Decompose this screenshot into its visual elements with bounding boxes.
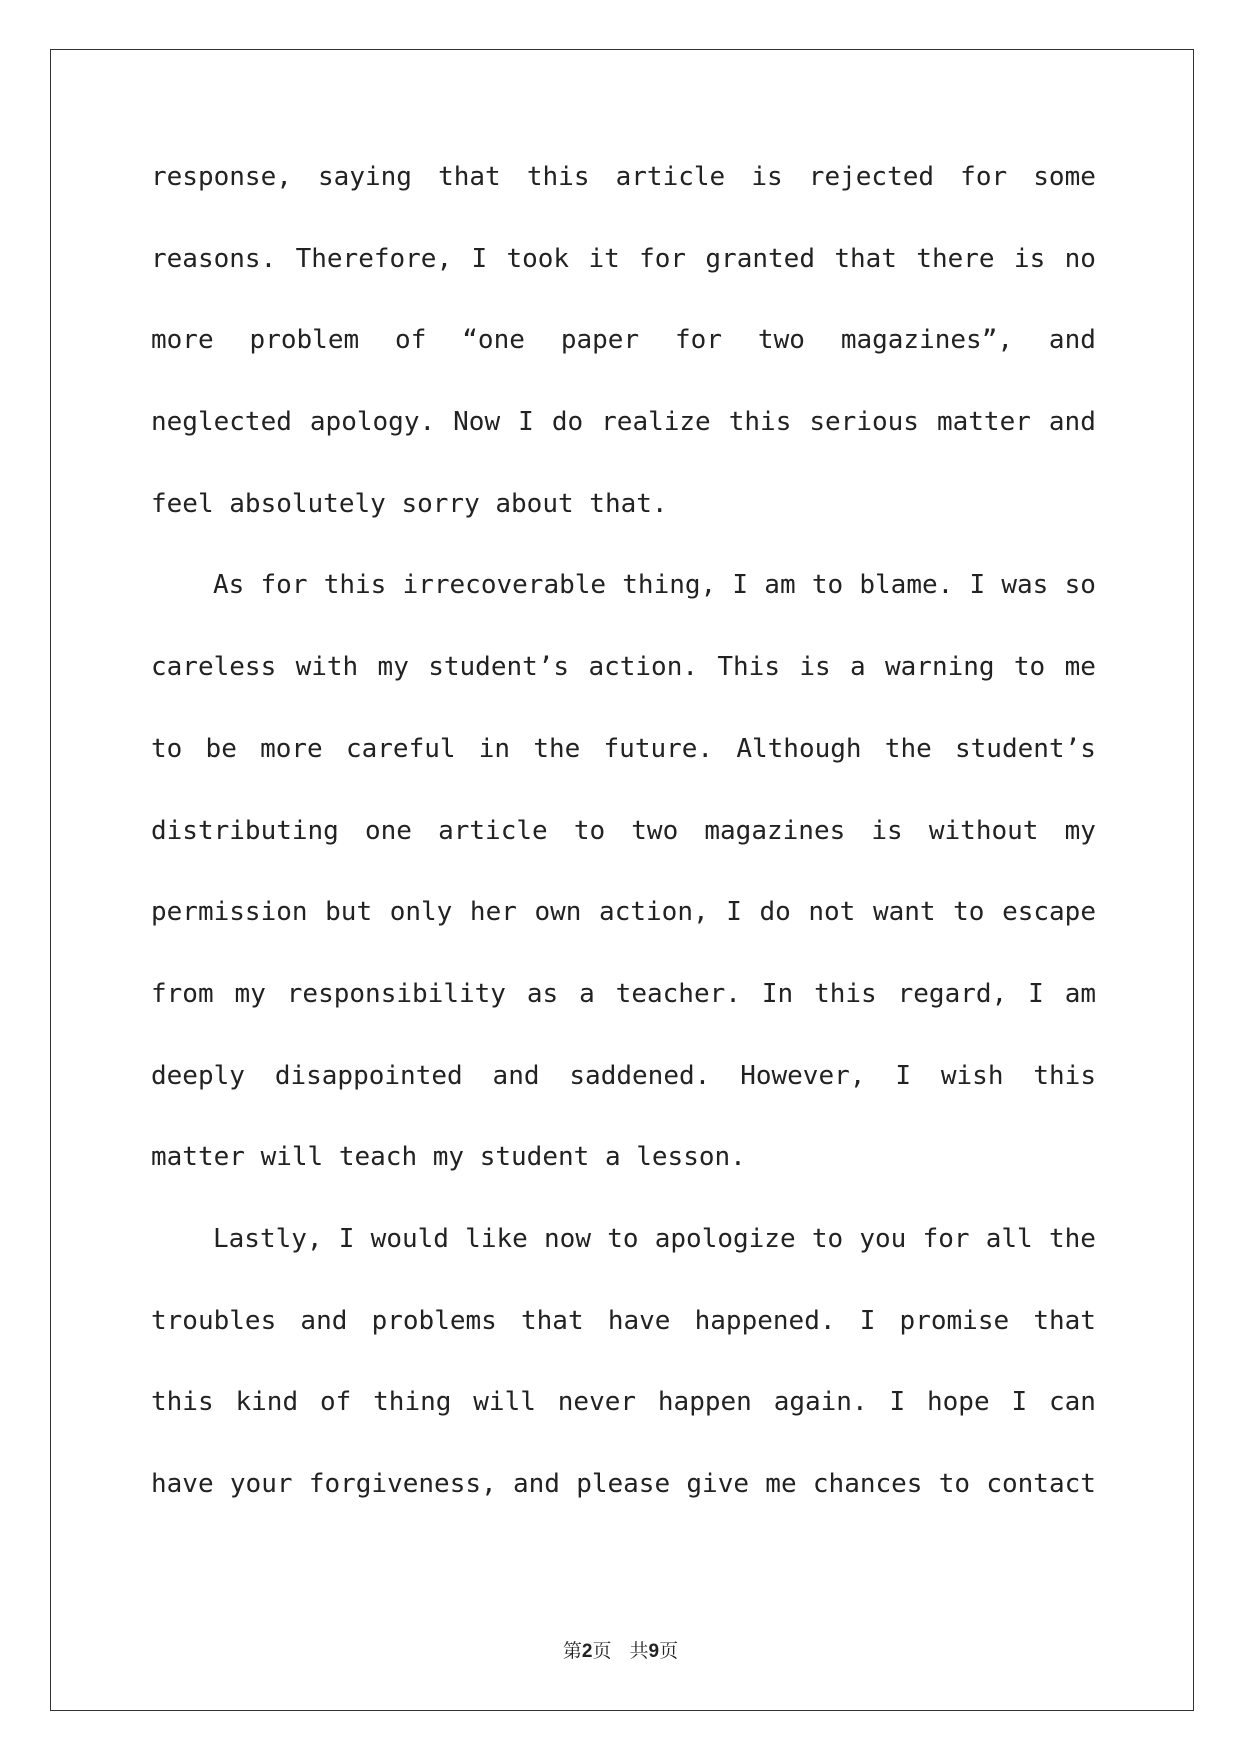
word: this <box>1033 1060 1096 1091</box>
word: all <box>985 1223 1033 1254</box>
word: I <box>518 407 534 438</box>
word: me <box>765 1469 797 1499</box>
word: wish <box>940 1060 1004 1091</box>
word: as <box>526 978 559 1009</box>
word: is <box>871 815 903 846</box>
text-line <box>151 1142 1096 1224</box>
word: Lastly, <box>213 1223 323 1254</box>
text-line <box>151 1469 1096 1551</box>
word: feel absolutely sorry about that. <box>151 488 668 519</box>
word: with <box>295 652 359 683</box>
word: of <box>395 325 427 356</box>
word: to <box>151 733 183 764</box>
word: I <box>726 897 742 928</box>
text-line <box>151 244 1096 326</box>
word: student’s <box>955 733 1096 764</box>
text-line <box>151 489 1096 571</box>
word: saddened. <box>569 1060 711 1091</box>
word: my <box>234 978 266 1009</box>
word: now <box>544 1223 591 1254</box>
word: happen <box>657 1387 752 1418</box>
word: and <box>300 1305 348 1336</box>
word: I <box>1028 978 1044 1009</box>
word: student’s <box>428 652 570 683</box>
word: that <box>1033 1305 1096 1336</box>
page-number: 2 <box>581 1641 593 1662</box>
word: for <box>675 325 722 356</box>
document-body <box>151 162 1096 1551</box>
word: have <box>151 1469 214 1499</box>
text-line <box>151 1061 1096 1143</box>
word: serious <box>809 407 919 438</box>
text-line <box>151 1387 1096 1469</box>
word: give <box>686 1469 750 1499</box>
word: to <box>811 570 844 601</box>
word: “one <box>462 325 525 356</box>
footer-total-prefix: 共 <box>629 1640 649 1662</box>
word: of <box>319 1387 352 1418</box>
word: more <box>260 733 323 764</box>
word: am <box>1064 978 1096 1009</box>
word: troubles <box>151 1305 277 1336</box>
word: careless <box>151 652 277 683</box>
word: realize <box>601 407 711 438</box>
word: her <box>469 897 517 928</box>
word: in <box>478 733 511 764</box>
word: want <box>872 897 936 928</box>
text-line <box>151 734 1096 816</box>
word: to <box>607 1223 639 1254</box>
word: a <box>579 978 595 1009</box>
word: kind <box>235 1387 299 1418</box>
word: not <box>808 897 856 928</box>
text-line <box>151 652 1096 734</box>
word: action. <box>588 652 699 683</box>
text-line <box>151 979 1096 1061</box>
word: article <box>615 162 726 192</box>
word: In <box>761 978 794 1009</box>
word: me <box>1064 652 1096 683</box>
word: contact <box>986 1469 1096 1499</box>
word: I <box>895 1060 911 1091</box>
word: a <box>849 652 866 683</box>
word: response, <box>151 162 292 192</box>
word: and <box>492 1060 540 1091</box>
text-line <box>151 162 1096 244</box>
word: promise <box>899 1305 1010 1336</box>
word: I <box>859 1305 876 1336</box>
word: regard, <box>897 978 1008 1009</box>
word: am <box>764 570 796 601</box>
word: rejected <box>808 162 935 192</box>
word: my <box>1064 815 1096 846</box>
word: apologize <box>654 1223 796 1254</box>
word: so <box>1064 570 1096 601</box>
word: only <box>389 897 453 928</box>
word: for <box>639 243 687 274</box>
text-line <box>151 897 1096 979</box>
word: please <box>576 1469 671 1499</box>
word: warning <box>884 652 995 683</box>
word: teacher. <box>615 978 741 1009</box>
word: own <box>534 897 582 928</box>
word: without <box>928 815 1039 846</box>
word: problem <box>249 325 360 356</box>
word: I <box>338 1223 355 1254</box>
word: took <box>506 243 570 274</box>
word: happened. <box>694 1305 836 1336</box>
word: and <box>1048 325 1096 356</box>
word: to <box>953 897 985 928</box>
word: to <box>1013 652 1046 683</box>
word: is <box>799 652 831 683</box>
word: However, <box>740 1060 866 1091</box>
word: for <box>260 570 308 601</box>
word: this <box>814 978 877 1009</box>
word: there <box>916 243 995 274</box>
word: more <box>151 325 214 356</box>
word: have <box>607 1305 671 1336</box>
word: that <box>521 1305 584 1336</box>
word: distributing <box>151 815 339 846</box>
word: it <box>588 243 620 274</box>
word: paper <box>560 325 640 356</box>
text-line <box>151 570 1096 652</box>
word: As <box>213 570 245 601</box>
word: that <box>834 243 897 274</box>
word: I <box>732 570 749 601</box>
word: this <box>151 1387 214 1418</box>
word: do <box>759 897 791 928</box>
word: responsibility <box>286 978 506 1009</box>
footer-prefix: 第 <box>562 1640 582 1662</box>
text-line <box>151 1306 1096 1388</box>
word: for <box>922 1223 970 1254</box>
word: one <box>364 815 412 846</box>
word: future. <box>603 733 714 764</box>
footer-page-suffix: 页 <box>592 1640 612 1662</box>
word: is <box>1013 243 1046 274</box>
word: again. <box>773 1387 868 1418</box>
word: but <box>325 897 373 928</box>
word: hope <box>926 1387 990 1418</box>
word: be <box>205 733 237 764</box>
word: the <box>884 733 932 764</box>
word: do <box>551 407 584 438</box>
word: the <box>533 733 581 764</box>
word: for <box>960 162 1008 192</box>
word: my <box>377 652 409 683</box>
word: This <box>717 652 780 683</box>
text-line <box>151 816 1096 898</box>
word: forgiveness, <box>308 1469 497 1499</box>
page-footer <box>0 1636 1241 1663</box>
word: matter <box>936 407 1031 438</box>
word: two <box>631 815 679 846</box>
total-pages: 9 <box>648 1641 660 1662</box>
word: was <box>1001 570 1049 601</box>
word: to <box>573 815 606 846</box>
word: escape <box>1002 897 1096 928</box>
word: I <box>969 570 986 601</box>
word: Therefore, <box>295 243 453 274</box>
word: no <box>1064 243 1096 274</box>
word: granted <box>705 243 815 274</box>
word: disappointed <box>274 1060 463 1091</box>
word: article <box>438 815 548 846</box>
word: problems <box>371 1305 497 1336</box>
word: I <box>889 1387 906 1418</box>
word: matter will teach my student a lesson. <box>151 1142 746 1173</box>
word: magazines”, <box>840 325 1013 356</box>
word: deeply <box>151 1060 245 1091</box>
word: reasons. <box>151 243 277 274</box>
word: you <box>859 1223 907 1254</box>
word: from <box>151 978 214 1009</box>
word: action, <box>599 897 709 928</box>
text-line <box>151 1224 1096 1306</box>
word: blame. <box>859 570 954 601</box>
word: thing <box>373 1387 452 1418</box>
word: will <box>473 1387 536 1418</box>
word: saying <box>318 162 412 192</box>
word: Although <box>736 733 862 764</box>
word: like <box>465 1223 528 1254</box>
word: never <box>557 1387 637 1418</box>
word: I <box>1011 1387 1028 1418</box>
word: irrecoverable <box>402 570 607 601</box>
word: this <box>728 407 792 438</box>
word: apology. <box>309 407 436 438</box>
word: to <box>811 1223 844 1254</box>
text-line <box>151 407 1096 489</box>
word: chances <box>812 1469 923 1499</box>
word: Now <box>453 407 501 438</box>
word: is <box>751 162 783 192</box>
word: to <box>938 1469 971 1499</box>
word: careful <box>345 733 456 764</box>
word: and <box>1048 407 1096 438</box>
word: this <box>323 570 387 601</box>
footer-total-suffix: 页 <box>659 1640 679 1662</box>
word: magazines <box>704 815 846 846</box>
word: this <box>526 162 590 192</box>
word: thing, <box>622 570 717 601</box>
word: that <box>438 162 501 192</box>
word: some <box>1033 162 1096 192</box>
word: can <box>1048 1387 1096 1418</box>
word: permission <box>151 897 308 928</box>
word: I <box>471 243 488 274</box>
word: two <box>757 325 805 356</box>
text-line <box>151 325 1096 407</box>
word: and <box>512 1469 560 1499</box>
word: neglected <box>151 407 292 438</box>
word: would <box>370 1223 449 1254</box>
word: the <box>1048 1223 1096 1254</box>
word: your <box>229 1469 293 1499</box>
